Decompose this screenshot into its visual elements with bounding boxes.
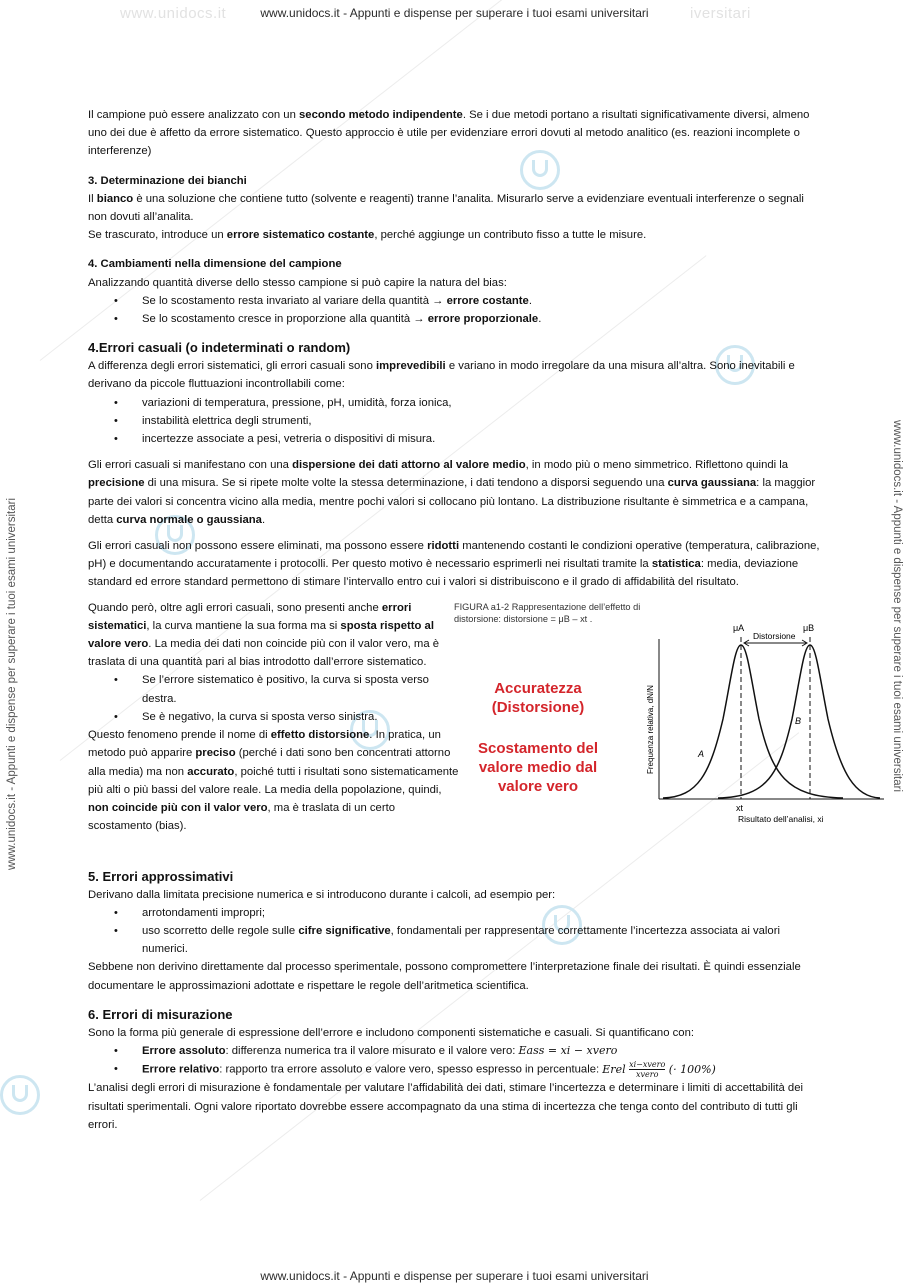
section-5-list (88, 904, 823, 959)
list-item: • Se lo scostamento resta invariato al variare della quantità → errore costante. (142, 292, 823, 310)
section-5-title: 5. Errori approssimativi (88, 868, 234, 884)
document-body (88, 106, 823, 1134)
random-errors-list (88, 394, 823, 449)
list-item: • Se è negativo, la curva si sposta verso sinistra. (142, 708, 460, 726)
xt-label: xt (736, 802, 744, 813)
distortion-label: Distorsione (753, 630, 796, 641)
figure-red-label-accuracy: Accuratezza (Distorsione) (491, 679, 585, 716)
watermark-side-left: www.unidocs.it - Appunti e dispense per superare i tuoi esami universitari (6, 497, 18, 870)
section-6-intro: Sono la forma più generale di espressione dell’errore e includono componenti sistematiche e casuali. Si quantificano con: (88, 1026, 694, 1039)
distortion-block (88, 599, 823, 857)
mu-a-label: μA (733, 622, 745, 633)
x-axis-label: Risultato dell’analisi, xi (738, 813, 824, 824)
distortion-text-column (88, 599, 460, 836)
distortion-chart (448, 599, 888, 849)
figure-red-label-offset: Scostamento del valore medio dal valore vero (477, 739, 599, 795)
list-item: • arrotondamenti impropri; (142, 904, 823, 922)
section-6-title: 6. Errori di misurazione (88, 1006, 233, 1022)
list-item: • instabilità elettrica degli strumenti, (142, 412, 823, 430)
watermark-ghost-text: www.unidocs.it (120, 5, 227, 22)
unidocs-logo-icon (0, 1075, 40, 1115)
section-4-list (88, 292, 823, 328)
intro-paragraph: Il campione può essere analizzato con un secondo metodo indipendente. Se i due metodi portano a risultati significativamente diversi, almeno uno dei due è affetto da errore sistematico. Questo approccio è utile per evidenziare errori dovuti al metodo analitico (es. reazioni incomplete o interferenze) (88, 109, 810, 158)
list-item: • Se l’errore sistematico è positivo, la curva si sposta verso destra. (142, 671, 460, 707)
section-6-list (88, 1042, 823, 1079)
curve-b-label: B (795, 715, 802, 726)
section-6-paragraph: L’analisi degli errori di misurazione è fondamentale per valutare l’affidabilità dei dati, stimare l’incertezza e determinare i limiti di accettabilità dei risultati sperimentali. Ogni valore riportato dovrebbe essere accompagnato da una stima di incertezza che tenga conto del contributo di tutti gli errori. (88, 1082, 803, 1131)
distortion-paragraph: Quando però, oltre agli errori casuali, sono presenti anche errori sistematici, la curva mantiene la sua forma ma si sposta rispetto al valore vero. La media dei dati non coincide più con il valor vero, ma è traslata di una quantità pari al bias introdotto dall’errore sistematico. (88, 601, 440, 669)
random-errors-paragraph: Gli errori casuali non possono essere eliminati, ma possono essere ridotti mantenendo costanti le condizioni operative (temperatura, calibrazione, pH) e documentando accuratamente i protocolli. Per questo motivo è necessario esprimerli nei risultati tramite la statistica: media, deviazione standard ed errore standard permettono di stimare l’intervallo entro cui i valori si distribuiscono e il grado di affidabilità del risultato. (88, 540, 820, 589)
section-5-paragraph: Sebbene non derivino direttamente dal processo sperimentale, possono compromettere l’interpretazione finale dei risultati. È quindi essenziale documentare le approssimazioni adottate e rispettare le regole dell’aritmetica scientifica. (88, 961, 801, 992)
random-errors-paragraph: A differenza degli errori sistematici, gli errori casuali sono imprevedibili e variano in modo irregolare da una misura all’altra. Sono inevitabili e derivano da piccole fluttuazioni incontrollabili come: (88, 360, 795, 391)
watermark-side-right: www.unidocs.it - Appunti e dispense per superare i tuoi esami universitari (891, 420, 903, 793)
distortion-list (88, 671, 460, 726)
random-errors-paragraph: Gli errori casuali si manifestano con una dispersione dei dati attorno al valore medio, in modo più o meno simmetrico. Riflettono quindi la precisione di una misura. Se si ripete molte volte la stessa determinazione, i dati tendono a disporsi seguendo una curva gaussiana: la maggior parte dei valori si concentra vicino alla media, mentre pochi valori si collocano più lontano. La distribuzione risultante è simmetrica e a campana, detta curva normale o gaussiana. (88, 459, 816, 526)
list-item: • Errore relativo: rapporto tra errore assoluto e valore vero, spesso espresso in percentuale: Erel $\frac{\text{xi−xvero}}{\text{xvero}}$ (· 100%) (142, 1060, 823, 1079)
list-item: • Se lo scostamento cresce in proporzione alla quantità → errore proporzionale. (142, 310, 823, 328)
absolute-error-formula: Eass = xi − xvero (518, 1044, 618, 1058)
section-4-intro: Analizzando quantità diverse dello stesso campione si può capire la natura del bias: (88, 276, 507, 289)
fraction: $\frac{\text{xi−xvero}}{\text{xvero}}$ (629, 1060, 666, 1080)
list-item: • Errore assoluto: differenza numerica tra il valore misurato e il valore vero: Eass = xi − xvero (142, 1042, 823, 1060)
distortion-figure (448, 599, 888, 849)
figure-caption: FIGURA a1-2 Rappresentazione dell’effetto di distorsione: distorsione = μB – xt . (454, 601, 641, 624)
curve-a-label: A (698, 748, 705, 759)
mu-b-label: μB (803, 622, 815, 633)
curve-a (663, 645, 843, 798)
section-5-intro: Derivano dalla limitata precisione numerica e si introducono durante i calcoli, ad esempio per: (88, 888, 556, 901)
watermark-ghost-text: iversitari (690, 5, 751, 22)
watermark-bottom: www.unidocs.it - Appunti e dispense per superare i tuoi esami universitari (260, 1269, 649, 1283)
section-3-title: 3. Determinazione dei bianchi (88, 174, 247, 187)
y-axis-label: Frequenza relativa, dN/N (646, 684, 655, 774)
section-random-errors-title: 4.Errori casuali (o indeterminati o random) (88, 340, 351, 356)
section-3-paragraph: Il bianco è una soluzione che contiene tutto (solvente e reagenti) tranne l’analita. Misurarlo serve a evidenziare eventuali interferenze o segnali non dovuti all’analita. (88, 192, 804, 224)
list-item: • uso scorretto delle regole sulle cifre significative, fondamentali per rappresentare correttamente l’incertezza associata ai valori numerici. (142, 922, 823, 958)
distortion-paragraph: Questo fenomeno prende il nome di effetto distorsione. In pratica, un metodo può apparire preciso (perché i dati sono ben concentrati attorno alla media) ma non accurato, poiché tutti i risultati sono sistematicamente più alti o più bassi del valore reale. La media della popolazione, quindi, non coincide più con il valor vero, ma è traslata di un certo scostamento (bias). (88, 729, 459, 833)
section-4-title: 4. Cambiamenti nella dimensione del campione (88, 258, 342, 271)
list-item: • variazioni di temperatura, pressione, pH, umidità, forza ionica, (142, 394, 823, 412)
watermark-top: www.unidocs.it - Appunti e dispense per superare i tuoi esami universitari (260, 6, 649, 20)
section-3-paragraph: Se trascurato, introduce un errore sistematico costante, perché aggiunge un contributo fisso a tutte le misure. (88, 229, 647, 242)
relative-error-formula: Erel $\frac{\text{xi−xvero}}{\text{xvero}}$ (· 100%) (602, 1060, 716, 1080)
list-item: • incertezze associate a pesi, vetreria o dispositivi di misura. (142, 430, 823, 448)
